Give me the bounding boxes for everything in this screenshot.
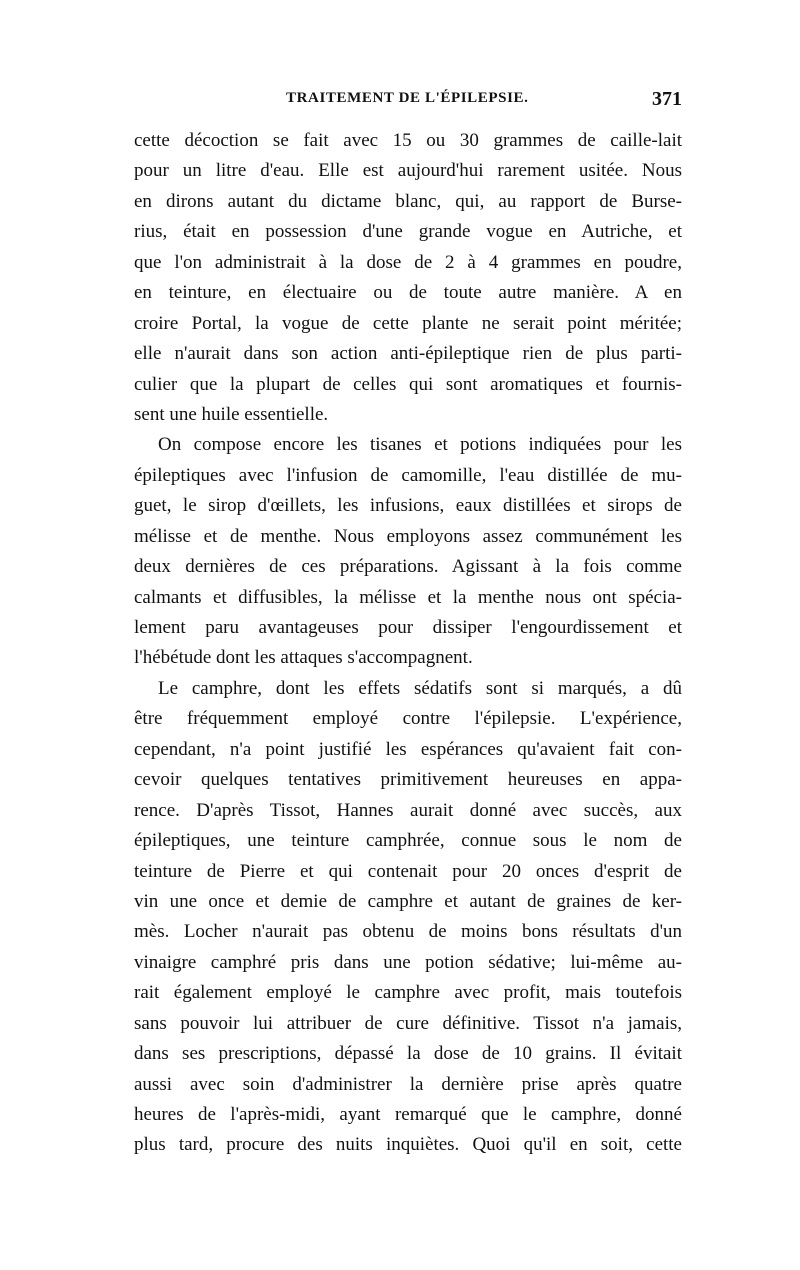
text-line: Le camphre, dont les effets sédatifs sont si marqués, a dû <box>158 677 682 699</box>
text-line: être fréquemment employé contre l'épilepsie. L'expérience, <box>134 708 682 730</box>
text-line: cependant, n'a point justifié les espérances qu'avaient fait con- <box>134 738 682 760</box>
text-line: l'hébétude dont les attaques s'accompagnent. <box>134 647 473 669</box>
text-line: rait également employé le camphre avec profit, mais toutefois <box>134 982 682 1004</box>
text-line: épileptiques avec l'infusion de camomille, l'eau distillée de mu- <box>134 464 682 486</box>
text-line: On compose encore les tisanes et potions indiquées pour les <box>158 434 682 456</box>
text-line: heures de l'après-midi, ayant remarqué que le camphre, donné <box>134 1104 682 1125</box>
text-line: vin une once et demie de camphre et autant de graines de ker- <box>134 890 682 912</box>
text-line: calmants et diffusibles, la mélisse et la menthe nous ont spécia- <box>134 586 682 608</box>
text-line: mélisse et de menthe. Nous employons assez communément les <box>134 525 682 547</box>
text-line: dans ses prescriptions, dépassé la dose de 10 grains. Il évitait <box>134 1043 682 1065</box>
text-line: sent une huile essentielle. <box>134 403 329 425</box>
text-line: lement paru avantageuses pour dissiper l'engourdissement et <box>134 617 682 638</box>
running-title: TRAITEMENT DE L'ÉPILEPSIE. <box>286 90 529 106</box>
text-line: plus tard, procure des nuits inquiètes. Quoi qu'il en soit, cette <box>134 1134 682 1156</box>
text-line: que l'on administrait à la dose de 2 à 4 grammes en poudre, <box>134 251 682 273</box>
text-line: culier que la plupart de celles qui sont aromatiques et fournis- <box>134 373 682 395</box>
text-line: deux dernières de ces préparations. Agissant à la fois comme <box>134 556 682 578</box>
page-header <box>136 90 682 120</box>
body-text <box>134 126 682 1161</box>
text-line: elle n'aurait dans son action anti-épileptique rien de plus parti- <box>134 343 682 365</box>
text-line: cette décoction se fait avec 15 ou 30 grammes de caille-lait <box>134 130 682 151</box>
text-line: cevoir quelques tentatives primitivement heureuses en appa- <box>134 769 682 791</box>
text-line: sans pouvoir lui attribuer de cure définitive. Tissot n'a jamais, <box>134 1012 682 1034</box>
text-line: en teinture, en électuaire ou de toute autre manière. A en <box>134 282 682 304</box>
text-line: vinaigre camphré pris dans une potion sédative; lui-même au- <box>134 951 682 973</box>
text-line: rius, était en possession d'une grande vogue en Autriche, et <box>134 221 682 243</box>
text-line: pour un litre d'eau. Elle est aujourd'hui rarement usitée. Nous <box>134 160 682 182</box>
text-line: aussi avec soin d'administrer la dernière prise après quatre <box>134 1073 682 1095</box>
text-line: rence. D'après Tissot, Hannes aurait donné avec succès, aux <box>134 799 682 821</box>
text-line: croire Portal, la vogue de cette plante ne serait point méritée; <box>134 312 682 334</box>
text-line: teinture de Pierre et qui contenait pour 20 onces d'esprit de <box>134 860 682 882</box>
text-line: épileptiques, une teinture camphrée, connue sous le nom de <box>134 830 682 852</box>
text-line: mès. Locher n'aurait pas obtenu de moins bons résultats d'un <box>134 921 682 943</box>
text-line: guet, le sirop d'œillets, les infusions, eaux distillées et sirops de <box>134 495 682 517</box>
page-number: 371 <box>652 88 682 110</box>
text-line: en dirons autant du dictame blanc, qui, au rapport de Burse- <box>134 190 682 212</box>
